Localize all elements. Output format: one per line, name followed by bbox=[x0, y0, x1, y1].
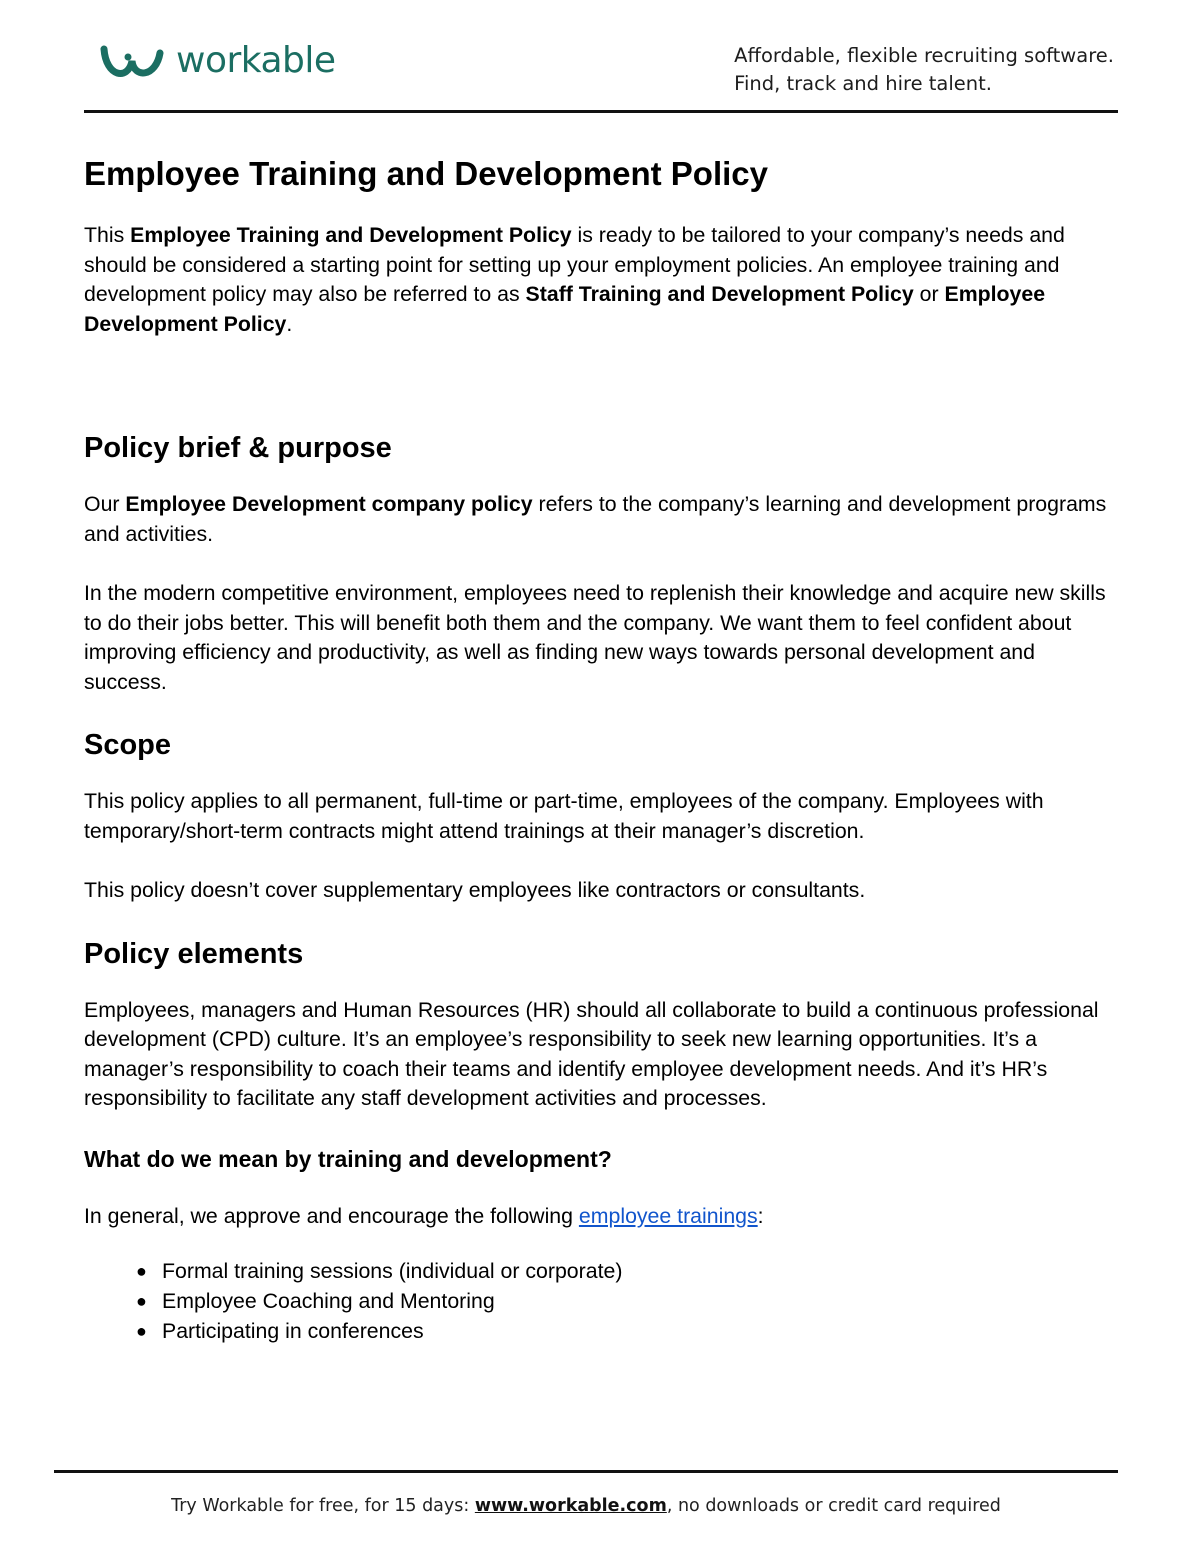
section-heading-elements: Policy elements bbox=[84, 937, 304, 970]
training-list bbox=[84, 1257, 1118, 1346]
brief-paragraph-1: Our Employee Development company policy refers to the company’s learning and development programs and activities. bbox=[84, 492, 1107, 546]
subheading-training: What do we mean by training and development? bbox=[84, 1145, 612, 1172]
brief-paragraph-2: In the modern competitive environment, employees need to replenish their knowledge and acquire new skills to do their jobs better. This will benefit both them and the company. We want them to feel confident about improving efficiency and productivity, as well as finding new ways towards personal development and success. bbox=[84, 581, 1106, 694]
list-item: ● Employee Coaching and Mentoring bbox=[162, 1287, 1118, 1317]
logo-wordmark: workable bbox=[176, 40, 336, 81]
section-heading-brief: Policy brief & purpose bbox=[84, 432, 392, 464]
workable-logo-icon bbox=[98, 43, 168, 83]
page-title: Employee Training and Development Policy bbox=[84, 155, 769, 192]
header-tagline bbox=[734, 42, 1114, 98]
list-item: ● Formal training sessions (individual or corporate) bbox=[162, 1257, 1118, 1287]
page-header bbox=[84, 34, 1118, 104]
elements-paragraph-1: Employees, managers and Human Resources (HR) should all collaborate to build a continuous professional development (CPD) culture. It’s an employee’s responsibility to seek new learning opportunities. It’s a manager’s responsibility to coach their teams and identify employee development needs. And it’s HR’s responsibility to facilitate any staff development activities and processes. bbox=[84, 997, 1099, 1110]
scope-paragraph-2: This policy doesn’t cover supplementary employees like contractors or consultants. bbox=[84, 878, 866, 902]
training-paragraph: In general, we approve and encourage the following employee trainings: bbox=[84, 1203, 764, 1228]
intro-paragraph: This Employee Training and Development Policy is ready to be tailored to your company’s needs and should be considered a starting point for setting up your employment policies. An employee training and development policy may also be referred to as Staff Training and Development Policy or Employee Development Policy. bbox=[84, 223, 1065, 336]
tagline-line-1: Affordable, flexible recruiting software. bbox=[734, 44, 1114, 67]
list-item: ● Participating in conferences bbox=[162, 1317, 1118, 1347]
workable-logo[interactable] bbox=[98, 42, 336, 83]
bullet-icon: ● bbox=[136, 1261, 147, 1281]
employee-trainings-link[interactable]: employee trainings bbox=[578, 1203, 758, 1228]
page-footer: Try Workable for free, for 15 days: www.workable.com, no downloads or credit card required bbox=[171, 1496, 1001, 1516]
section-heading-scope: Scope bbox=[84, 729, 172, 761]
header-divider bbox=[84, 110, 1118, 113]
document-body bbox=[84, 150, 1118, 1346]
workable-url-link[interactable]: www.workable.com bbox=[474, 1496, 667, 1516]
bullet-icon: ● bbox=[136, 1290, 147, 1311]
tagline-line-2: Find, track and hire talent. bbox=[734, 72, 993, 95]
bullet-icon: ● bbox=[136, 1320, 147, 1341]
scope-paragraph-1: This policy applies to all permanent, full-time or part-time, employees of the company. Employees with temporary/short-term contracts might attend trainings at their manager’s discretion. bbox=[84, 789, 1044, 843]
footer-divider bbox=[54, 1470, 1118, 1473]
